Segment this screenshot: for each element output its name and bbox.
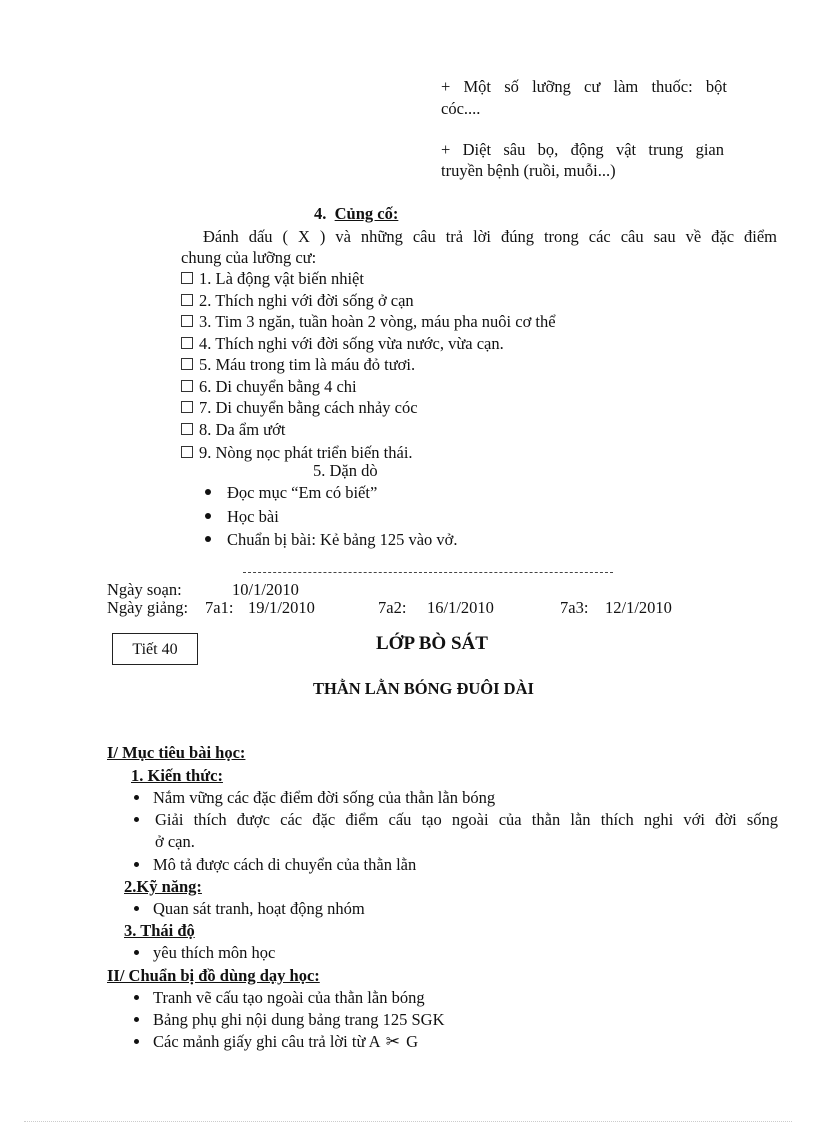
bullet-icon (134, 950, 139, 955)
section1-heading: I/ Mục tiêu bài học: (107, 743, 246, 762)
page-bottom-border (24, 1121, 792, 1122)
bullet-icon (134, 795, 139, 800)
option-7[interactable]: 7. Di chuyển bằng cách nhảy cóc (181, 398, 418, 418)
skills-heading: 2.Kỹ năng: (124, 877, 202, 896)
date-7a3: 12/1/2010 (605, 598, 672, 617)
section2-item-2: Bảng phụ ghi nội dung bảng trang 125 SGK (134, 1010, 444, 1030)
separator-line (243, 572, 613, 573)
knowledge-item-2 (134, 810, 139, 830)
cung-co-instruction-line1: Đánh dấu ( X ) và những câu trả lời đúng trong các câu sau về đặc điểm (203, 227, 777, 246)
checkbox-icon[interactable] (181, 294, 193, 306)
ngay-soan-value: 10/1/2010 (232, 580, 299, 599)
skills-item-1: Quan sát tranh, hoạt động nhóm (134, 899, 365, 919)
checkbox-icon[interactable] (181, 380, 193, 392)
knowledge-item-3: Mô tả được cách di chuyển của thằn lằn (134, 855, 416, 875)
checkbox-icon[interactable] (181, 446, 193, 458)
option-9[interactable]: 9. Nòng nọc phát triển biến thái. (181, 443, 413, 463)
option-8[interactable]: 8. Da ẩm ướt (181, 420, 285, 440)
checkbox-icon[interactable] (181, 272, 193, 284)
class-7a3: 7a3: (560, 598, 589, 617)
bullet-icon (134, 906, 139, 911)
section2-item-3: Các mảnh giấy ghi câu trả lời từ A ✂ G (134, 1032, 418, 1052)
section2-item-1: Tranh vẽ cấu tạo ngoài của thằn lằn bóng (134, 988, 425, 1008)
note2-line2: truyền bệnh (ruồi, muỗi...) (441, 161, 616, 180)
cung-co-instruction-line2: chung của lưỡng cư: (181, 248, 317, 267)
bullet-icon (205, 513, 211, 519)
bullet-icon (134, 1039, 139, 1044)
ngay-giang-label: Ngày giảng: (107, 598, 189, 617)
dan-do-heading: 5. Dặn dò (313, 461, 378, 480)
checkbox-icon[interactable] (181, 337, 193, 349)
section2-heading: II/ Chuẩn bị đồ dùng dạy học: (107, 966, 320, 985)
class-7a2: 7a2: (378, 598, 407, 617)
note1-line1: + Một số lưỡng cư làm thuốc: bột (441, 77, 727, 96)
scissors-icon: ✂ (385, 1032, 400, 1052)
knowledge-item-2-line1: Giải thích được các đặc điểm cấu tạo ngoài của thằn lằn thích nghi với đời sống (155, 810, 778, 829)
bullet-icon (205, 536, 211, 542)
checkbox-icon[interactable] (181, 315, 193, 327)
cung-co-number: 4. (314, 204, 327, 223)
checkbox-icon[interactable] (181, 423, 193, 435)
option-4[interactable]: 4. Thích nghi với đời sống vừa nước, vừa cạn. (181, 334, 504, 354)
cung-co-heading (314, 204, 398, 224)
class-7a1: 7a1: (205, 598, 234, 617)
cung-co-title: Củng cố: (334, 204, 399, 223)
checkbox-icon[interactable] (181, 401, 193, 413)
date-7a1: 19/1/2010 (248, 598, 315, 617)
dan-do-item-1: Đọc mục “Em có biết” (205, 483, 377, 503)
option-3[interactable]: 3. Tim 3 ngăn, tuần hoàn 2 vòng, máu pha nuôi cơ thể (181, 312, 556, 332)
note1-line2: cóc.... (441, 99, 481, 118)
option-2[interactable]: 2. Thích nghi với đời sống ở cạn (181, 291, 414, 311)
bullet-icon (205, 489, 211, 495)
bullet-icon (134, 817, 139, 822)
knowledge-heading: 1. Kiến thức: (131, 766, 223, 785)
bullet-icon (134, 995, 139, 1000)
attitude-item-1: yêu thích môn học (134, 943, 275, 963)
end-letter: G (406, 1032, 419, 1051)
bullet-icon (134, 1017, 139, 1022)
option-6[interactable]: 6. Di chuyển bằng 4 chi (181, 377, 357, 397)
tiet-box: Tiết 40 (112, 633, 198, 665)
note2-line1: + Diệt sâu bọ, động vật trung gian (441, 140, 724, 159)
option-5[interactable]: 5. Máu trong tim là máu đỏ tươi. (181, 355, 415, 375)
bullet-icon (134, 862, 139, 867)
date-7a2: 16/1/2010 (427, 598, 494, 617)
lesson-title: LỚP BÒ SÁT (376, 633, 488, 654)
knowledge-item-2-line2: ở cạn. (155, 832, 195, 851)
checkbox-icon[interactable] (181, 358, 193, 370)
knowledge-item-1: Nắm vững các đặc điểm đời sống của thằn lằn bóng (134, 788, 495, 808)
dan-do-item-2: Học bài (205, 507, 279, 527)
dan-do-item-3: Chuẩn bị bài: Kẻ bảng 125 vào vở. (205, 530, 458, 550)
lesson-subtitle: THẰN LẰN BÓNG ĐUÔI DÀI (313, 679, 534, 698)
option-1[interactable]: 1. Là động vật biến nhiệt (181, 269, 364, 289)
ngay-soan-label: Ngày soạn: (107, 580, 182, 599)
attitude-heading: 3. Thái độ (124, 921, 195, 940)
